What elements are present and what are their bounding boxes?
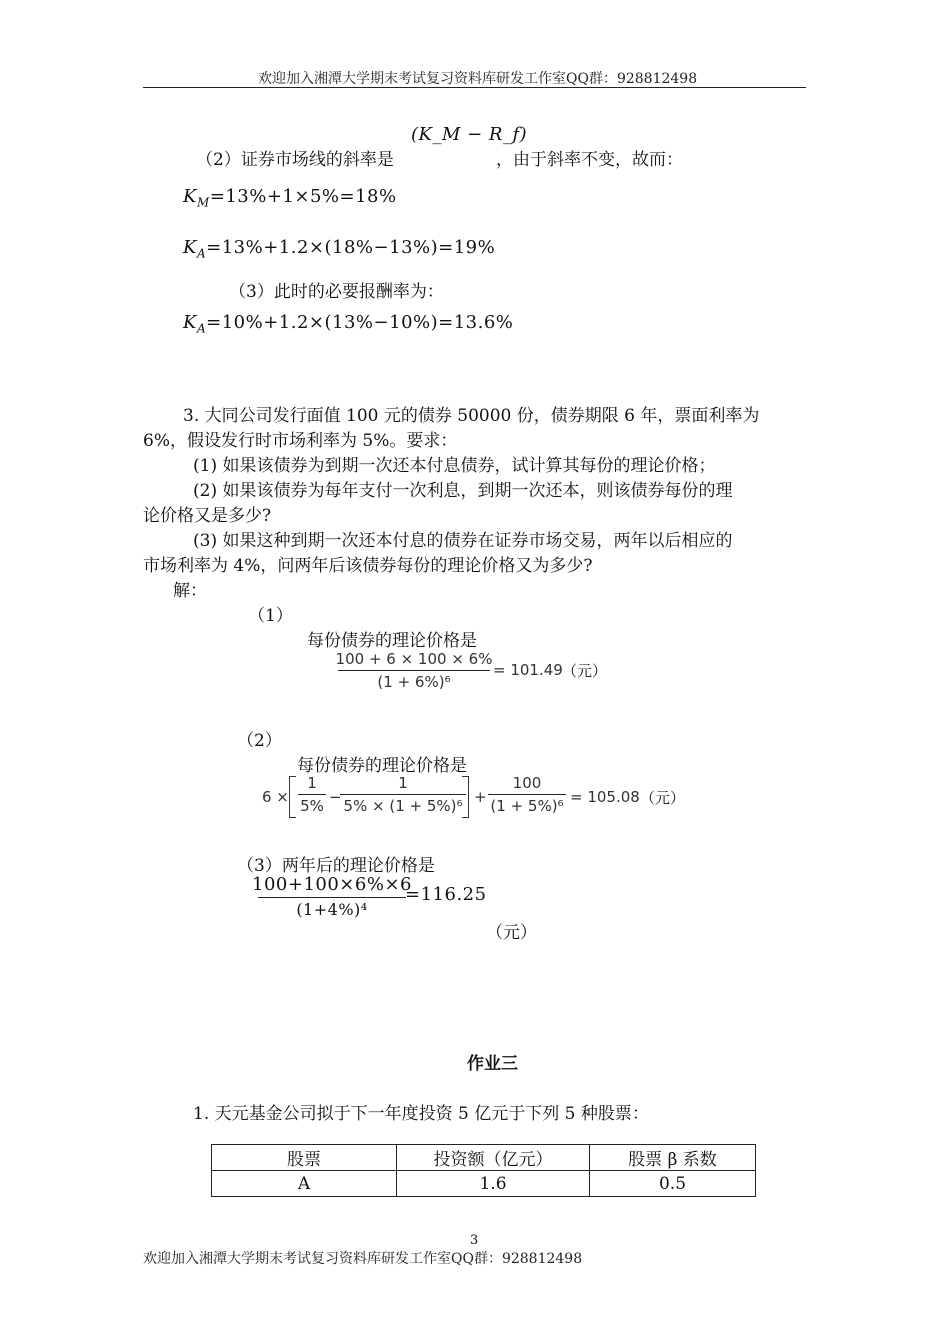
m-subscript: M [196, 195, 210, 210]
column-header-stock: 股票 [212, 1145, 397, 1171]
table-cell: A [212, 1171, 397, 1197]
bond-question-3-line2: 市场利率为 4%，问两年后该债券每份的理论价格又为多少? [143, 556, 593, 576]
fraction-bar [488, 794, 566, 795]
bond-problem-line2: 6%，假设发行时市场利率为 5%。要求： [143, 431, 458, 451]
table-header-row [212, 1145, 756, 1171]
fraction-denominator: 5% × (1 + 5%)⁶ [343, 797, 463, 815]
left-bracket [289, 776, 296, 818]
assignment-problem-1: 1. 天元基金公司拟于下一年度投资 5 亿元于下列 5 种股票： [193, 1104, 649, 1124]
equation-ka [183, 237, 495, 261]
column-header-investment: 投资额（亿元） [397, 1145, 590, 1171]
minus-sign: − [329, 788, 342, 806]
page-footer: 欢迎加入湘潭大学期末考试复习资料库研发工作室QQ群：928812498 [143, 1251, 583, 1267]
solution-1-label: （1） [248, 606, 293, 626]
equation-ka-body: =13%+1.2×(18%−13%)=19% [206, 237, 496, 258]
capm-part2-suffix: ，由于斜率不变，故而： [496, 150, 683, 170]
k-symbol: K [183, 312, 197, 333]
solution-2-result: = 105.08 [570, 788, 640, 806]
bond-question-2-line2: 论价格又是多少? [143, 506, 272, 526]
bond-question-2-line1: (2) 如果该债券为每年支付一次利息，到期一次还本，则该债券每份的理 [193, 481, 733, 501]
assignment-title: 作业三 [467, 1054, 518, 1074]
table-cell: 1.6 [397, 1171, 590, 1197]
solution-1-text: 每份债券的理论价格是 [307, 631, 477, 651]
a-subscript: A [196, 246, 207, 261]
solution-2-coefficient: 6 × [262, 788, 289, 806]
fraction-bar [340, 794, 466, 795]
header-rule [143, 87, 806, 88]
fraction-denominator: (1+4%)⁴ [296, 900, 368, 919]
fraction-denominator: (1 + 6%)⁶ [377, 673, 451, 691]
bond-problem-line1: 3. 大同公司发行面值 100 元的债券 50000 份，债券期限 6 年，票面利率为 [183, 406, 760, 426]
fraction-numerator: 100 [512, 774, 542, 792]
a-subscript: A [196, 321, 207, 336]
fraction-bar [258, 897, 406, 898]
right-bracket [462, 776, 469, 818]
equation-ka2 [183, 312, 513, 336]
bond-question-1: (1) 如果该债券为到期一次还本付息债券，试计算其每份的理论价格； [193, 456, 716, 476]
table-row [212, 1171, 756, 1197]
solution-2-fraction-3 [488, 774, 566, 815]
solution-3-fraction [252, 874, 412, 919]
k-symbol: K [183, 186, 197, 207]
fraction-numerator: 100+100×6%×6 [252, 874, 412, 895]
page-number: 3 [470, 1233, 479, 1248]
fraction-denominator: (1 + 5%)⁶ [490, 797, 564, 815]
equation-ka2-body: =10%+1.2×(13%−10%)=13.6% [206, 312, 514, 333]
column-header-beta: 股票 β 系数 [590, 1145, 756, 1171]
slope-expression: (K_M − R_f) [411, 124, 528, 145]
stock-table [211, 1144, 756, 1197]
plus-sign: + [474, 788, 487, 806]
solution-2-fraction-1 [298, 774, 326, 815]
table-cell: 0.5 [590, 1171, 756, 1197]
fraction-bar [298, 794, 326, 795]
capm-part2-prefix: （2）证券市场线的斜率是 [196, 150, 394, 170]
page-header: 欢迎加入湘潭大学期末考试复习资料库研发工作室QQ群：928812498 [258, 71, 698, 87]
fraction-bar [338, 670, 490, 671]
solution-label: 解： [173, 581, 207, 601]
bond-question-3-line1: (3) 如果这种到期一次还本付息的债券在证券市场交易，两年以后相应的 [193, 531, 733, 551]
solution-3-text: （3）两年后的理论价格是 [237, 856, 435, 876]
fraction-numerator: 100 + 6 × 100 × 6% [335, 650, 493, 668]
fraction-numerator: 1 [307, 774, 317, 792]
solution-1-unit: （元） [562, 662, 608, 680]
fraction-numerator: 1 [398, 774, 408, 792]
solution-2-unit: （元） [640, 789, 686, 807]
solution-2-label: （2） [237, 731, 282, 751]
equation-km-body: =13%+1×5%=18% [209, 186, 397, 207]
equation-km [183, 186, 397, 210]
k-symbol: K [183, 237, 197, 258]
solution-3-result: =116.25 [405, 884, 487, 905]
capm-part3-label: （3）此时的必要报酬率为： [229, 282, 444, 302]
solution-2-fraction-2 [340, 774, 466, 815]
solution-2-text: 每份债券的理论价格是 [297, 756, 467, 776]
fraction-denominator: 5% [300, 797, 324, 815]
solution-1-result: = 101.49 [493, 661, 563, 679]
solution-3-unit: （元） [486, 923, 537, 943]
solution-1-fraction [335, 650, 493, 691]
